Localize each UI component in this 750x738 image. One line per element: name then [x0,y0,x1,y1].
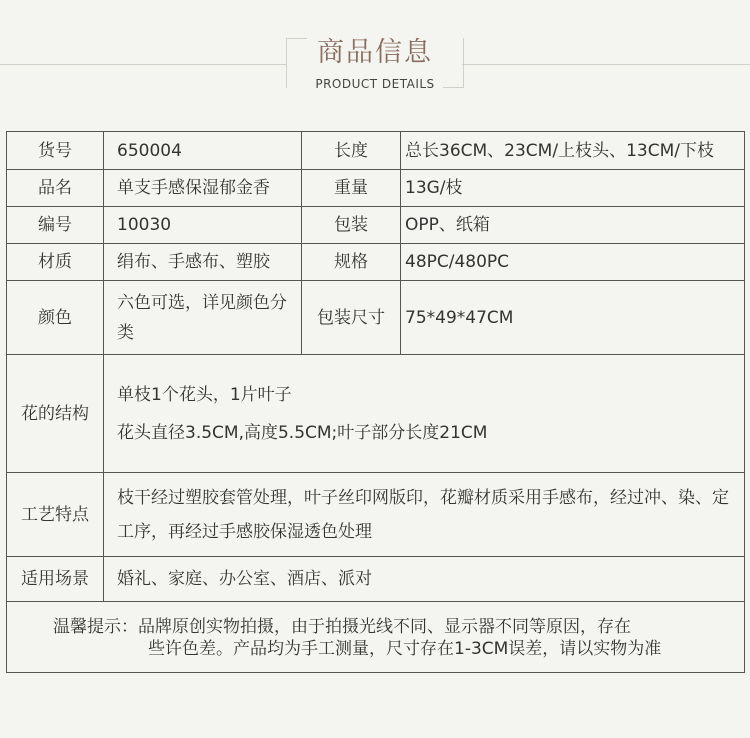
value-packaging: OPP、纸箱 [401,207,745,244]
label-craft: 工艺特点 [7,473,104,557]
label-material: 材质 [7,244,104,281]
value-package-size: 75*49*47CM [401,281,745,355]
label-package-size: 包装尺寸 [302,281,401,355]
table-row [7,557,745,602]
value-material: 绢布、手感布、塑胶 [104,244,302,281]
label-code: 编号 [7,207,104,244]
value-item-number: 650004 [104,132,302,170]
structure-line-1: 单枝1个花头，1片叶子 [117,384,292,405]
label-weight: 重量 [302,170,401,207]
value-usage: 婚礼、家庭、办公室、酒店、派对 [104,557,745,602]
header-divider-left [0,64,286,65]
table-row [7,207,745,244]
product-spec-table [6,131,745,673]
structure-line-2: 花头直径3.5CM,高度5.5CM;叶子部分长度21CM [117,422,488,443]
label-item-number: 货号 [7,132,104,170]
label-flower-structure: 花的结构 [7,355,104,473]
value-length: 总长36CM、23CM/上枝头、13CM/下枝 [401,132,745,170]
section-subtitle: PRODUCT DETAILS [315,77,435,91]
table-row [7,170,745,207]
label-product-name: 品名 [7,170,104,207]
label-color: 颜色 [7,281,104,355]
value-weight: 13G/枝 [401,170,745,207]
notice-line-1: 温馨提示：品牌原创实物拍摄，由于拍摄光线不同、显示器不同等原因，存在 [53,617,631,637]
notice-cell [7,602,745,673]
table-row [7,355,745,473]
value-color: 六色可选，详见颜色分类 [104,281,302,355]
value-product-name: 单支手感保湿郁金香 [104,170,302,207]
header-divider-right [462,64,750,65]
value-spec: 48PC/480PC [401,244,745,281]
value-flower-structure [104,355,745,473]
table-row [7,132,745,170]
section-title: 商品信息 [317,37,433,68]
table-row [7,473,745,557]
table-row [7,602,745,673]
label-usage: 适用场景 [7,557,104,602]
value-craft: 枝干经过塑胶套管处理，叶子丝印网版印，花瓣材质采用手感布，经过冲、染、定工序，再经过手感胶保湿透色处理 [104,473,745,557]
label-packaging: 包装 [302,207,401,244]
table-row [7,244,745,281]
notice-line-2: 些许色差。产品均为手工测量，尺寸存在1-3CM误差，请以实物为准 [148,639,662,659]
value-code: 10030 [104,207,302,244]
label-spec: 规格 [302,244,401,281]
label-length: 长度 [302,132,401,170]
table-row [7,281,745,355]
